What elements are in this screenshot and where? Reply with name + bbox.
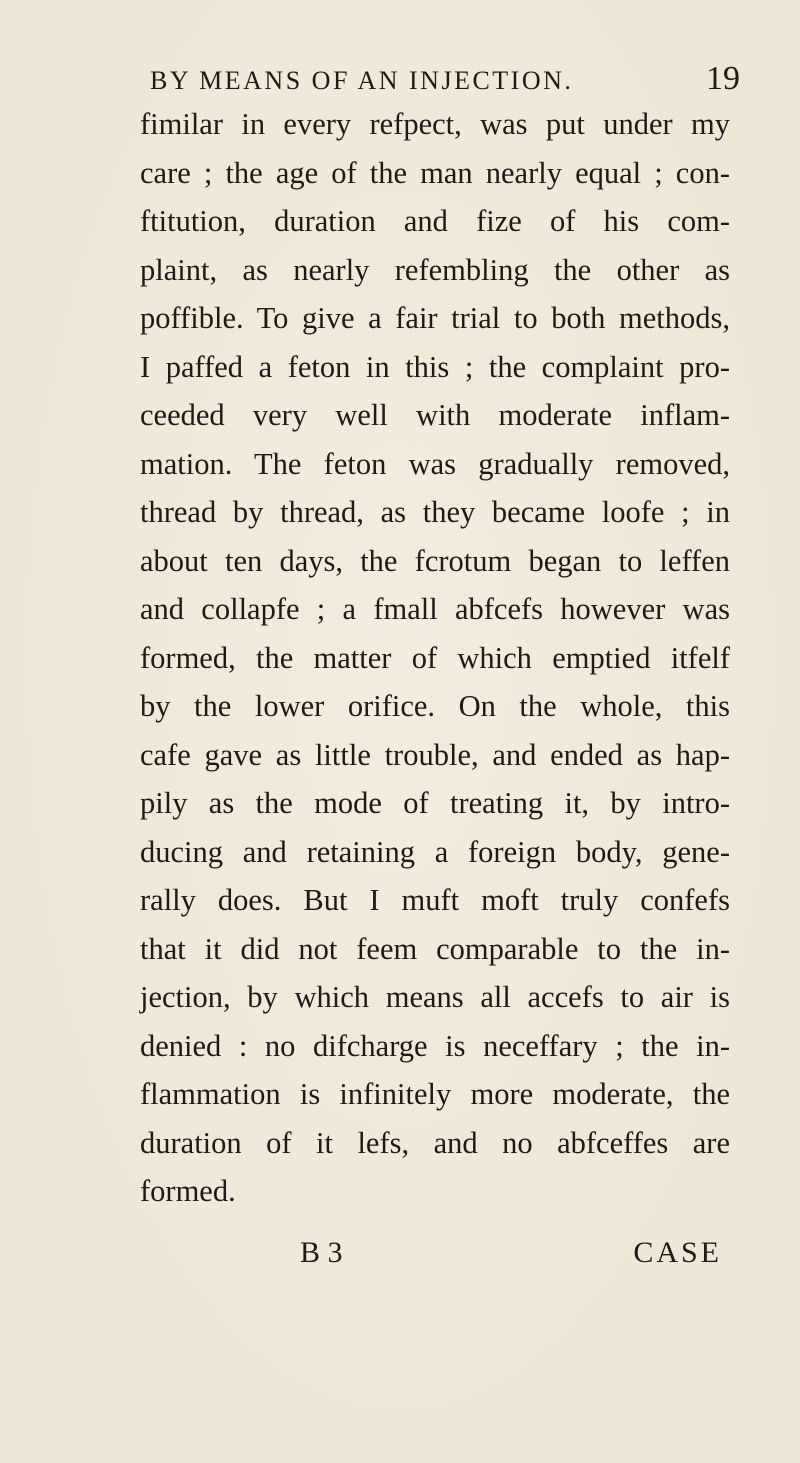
text-line: cafe gave as little trouble, and ended as hap-: [140, 737, 730, 772]
running-title: BY MEANS OF AN INJECTION.: [150, 66, 574, 95]
page-footer: [140, 1236, 730, 1286]
signature-mark: B 3: [300, 1236, 343, 1269]
text-line: that it did not feem comparable to the in-: [140, 931, 730, 966]
text-line: pily as the mode of treating it, by intro-: [140, 786, 730, 820]
text-line: by the lower orifice. On the whole, this: [140, 689, 730, 723]
text-line: poffible. To give a fair trial to both methods,: [140, 301, 730, 335]
text-line: jection, by which means all accefs to air is: [140, 980, 730, 1014]
text-line: care ; the age of the man nearly equal ; con-: [140, 155, 730, 190]
text-line: denied : no difcharge is neceffary ; the in-: [140, 1028, 730, 1063]
text-line: mation. The feton was gradually removed,: [140, 446, 730, 481]
text-line: duration of it lefs, and no abfceffes are: [140, 1125, 730, 1160]
text-line: I paffed a feton in this ; the complaint pro-: [140, 349, 730, 384]
text-line: flammation is infinitely more moderate, the: [140, 1077, 730, 1111]
text-line: plaint, as nearly refembling the other as: [140, 252, 730, 287]
running-head: [150, 60, 740, 104]
text-line: and collapfe ; a fmall abfcefs however was: [140, 592, 730, 626]
text-line: about ten days, the fcrotum began to leffen: [140, 543, 730, 578]
text-line: ducing and retaining a foreign body, gene-: [140, 834, 730, 869]
body-text: [140, 100, 730, 1216]
catchword: CASE: [633, 1236, 722, 1269]
text-line: ceeded very well with moderate inflam-: [140, 398, 730, 432]
page-number: 19: [706, 60, 740, 97]
text-line: rally does. But I muft moft truly confefs: [140, 883, 730, 917]
text-line: ftitution, duration and fize of his com-: [140, 204, 730, 238]
text-line: fimilar in every refpect, was put under my: [140, 107, 730, 141]
text-line: formed.: [140, 1174, 236, 1208]
text-line: formed, the matter of which emptied itfelf: [140, 640, 730, 675]
text-line: thread by thread, as they became loofe ; in: [140, 495, 730, 529]
